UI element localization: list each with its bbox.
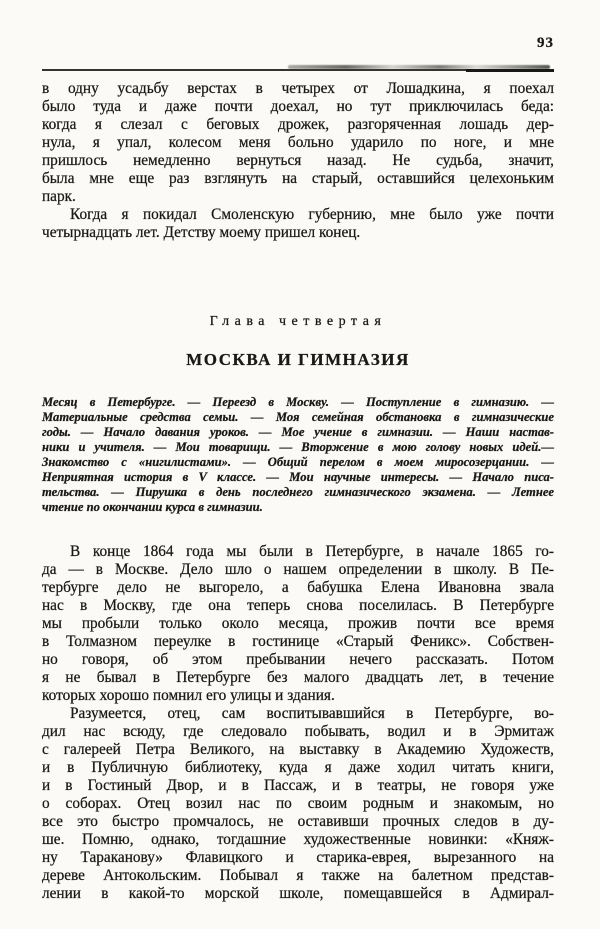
text-line: ну Тараканову» Флавицкого и старика-еврея, вырезанного на — [42, 849, 554, 866]
text-line: но говоря, об этом пребывании нечего рассказать. Потом — [42, 651, 554, 668]
text-line: ше. Помню, однако, тогдашние художественные новинки: «Княж- — [42, 831, 554, 848]
text-line: все это быстро промчалось, не оставивши прочных следов в ду- — [42, 813, 554, 830]
text-line: о соборах. Отец возил нас по своим родным и знакомым, но — [42, 795, 554, 812]
text-line: было туда и даже почти доехал, но тут приключилась беда: — [42, 98, 554, 115]
text-line: да — в Москве. Дело шло о нашем определении в школу. В Пе- — [42, 561, 554, 578]
text-line: лении в какой-то морской школе, помещавшейся в Адмирал- — [42, 885, 554, 902]
text-line: тербурге дело не выгорело, а бабушка Елена Ивановна звала — [42, 579, 554, 596]
text-line: нула, я упал, колесом меня больно ударило по ноге, и мне — [42, 134, 554, 151]
text-line: Материальные средства семьи. — Моя семейная обстановка в гимназические — [42, 410, 554, 424]
text-line: которых хорошо помнил его улицы и здания. — [42, 687, 335, 704]
text-line: дил нас всюду, где следовало побывать, водил и в Эрмитаж — [42, 723, 554, 740]
text-line: Знакомство с «нигилистами». — Общий перелом в моем миросозерцании. — — [42, 455, 554, 469]
paragraph — [42, 206, 554, 242]
header-rule-dark-segment — [466, 69, 554, 72]
text-line: Неприятная история в V классе. — Мои научные интересы. — Начало писа- — [42, 470, 554, 484]
text-line: мы пробыли только около месяца, прожив почти все время — [42, 615, 554, 632]
chapter-kicker: Глава четвертая — [209, 314, 387, 329]
text-line: ники и учителя. — Мои товарищи. — Вторжение в мою голову новых идей.— — [42, 440, 554, 454]
text-line: с галереей Петра Великого, на выставку в Академию Художеств, — [42, 741, 554, 758]
text-line: в Толмазном переулке в гостинице «Старый Феникс». Собствен- — [42, 633, 554, 650]
text-line: Месяц в Петербурге. — Переезд в Москву. — Поступление в гимназию. — — [42, 395, 554, 409]
text-line: была мне еще раз взглянуть на старый, оставшийся целехоньким — [42, 170, 554, 187]
text-line: Когда я покидал Смоленскую губернию, мне было уже почти — [70, 206, 554, 223]
page-number: 93 — [537, 35, 554, 51]
text-line: тельства. — Пирушка в день последнего гимназического экзамена. — Летнее — [42, 485, 554, 499]
text-line: чтение по окончании курса в гимназии. — [42, 500, 263, 514]
text-line: и в Публичную библиотеку, куда я даже ходил читать книги, — [42, 759, 554, 776]
chapter-title: МОСКВА И ГИМНАЗИЯ — [186, 350, 410, 369]
paragraph-continuation — [42, 80, 554, 206]
text-line: пришлось немедленно вернуться назад. Не судьба, значит, — [42, 152, 554, 169]
paragraph — [42, 705, 554, 903]
text-line: годы. — Начало давания уроков. — Мое учение в гимназии. — Наши настав- — [42, 425, 554, 439]
text-line: я не бывал в Петербурге без малого двадцать лет, в течение — [42, 669, 554, 686]
header-rule — [42, 66, 554, 72]
text-line: и в Гостиный Двор, и в Пассаж, и в театры, не говоря уже — [42, 777, 554, 794]
text-line: В конце 1864 года мы были в Петербурге, в начале 1865 го- — [70, 543, 554, 560]
chapter-summary — [42, 395, 554, 515]
text-line: парк. — [42, 188, 76, 205]
text-line: Разумеется, отец, сам воспитывавшийся в Петербурге, во- — [70, 705, 554, 722]
text-line: в одну усадьбу верстах в четырех от Лошадкина, я поехал — [42, 80, 554, 97]
text-line: когда я слезал с беговых дрожек, разгоряченная лошадь дер- — [42, 116, 554, 133]
text-line: дереве Антокольским. Побывал я также на балетном представ- — [42, 867, 554, 884]
paragraph — [42, 543, 554, 705]
text-line: четырнадцать лет. Детству моему пришел конец. — [42, 224, 361, 241]
text-line: нас в Москву, где она теперь снова поселилась. В Петербурге — [42, 597, 554, 614]
